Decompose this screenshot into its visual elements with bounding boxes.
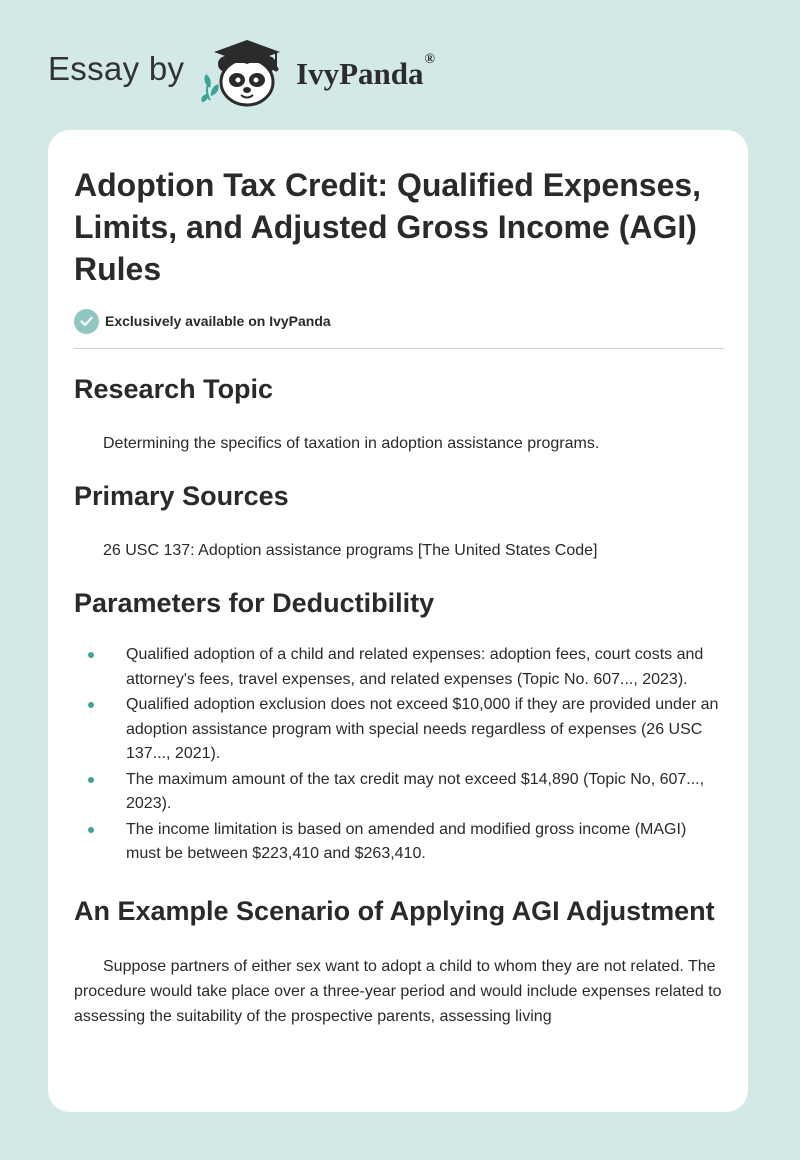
list-item-text: The maximum amount of the tax credit may not exceed $14,890 (Topic No, 607..., 2023). xyxy=(126,770,705,812)
bullet-icon xyxy=(88,777,94,783)
essay-by-label: Essay by xyxy=(48,50,185,87)
research-topic-heading: Research Topic xyxy=(74,374,274,404)
panda-logo-icon[interactable] xyxy=(200,36,292,110)
site-header xyxy=(0,0,800,120)
bullet-icon xyxy=(88,827,94,833)
exclusive-badge xyxy=(74,308,724,334)
example-text: Suppose partners of either sex want to adopt a child to whom they are not related. The procedure would take place over a three-year period and would include expenses related to assessing the suitability of the prospective parents, assessing living xyxy=(74,957,722,1025)
primary-sources-text: 26 USC 137: Adoption assistance programs [The United States Code] xyxy=(103,542,598,559)
page-title: Adoption Tax Credit: Qualified Expenses, Limits, and Adjusted Gross Income (AGI) Rules xyxy=(74,167,702,287)
list-item xyxy=(74,768,724,817)
essay-content xyxy=(74,164,724,1029)
primary-sources-heading: Primary Sources xyxy=(74,481,289,511)
bullet-icon xyxy=(88,702,94,708)
research-topic-text: Determining the specifics of taxation in adoption assistance programs. xyxy=(103,435,600,452)
list-item xyxy=(74,693,724,767)
parameters-heading: Parameters for Deductibility xyxy=(74,588,435,618)
bullet-icon xyxy=(88,652,94,658)
exclusive-label: Exclusively available on IvyPanda xyxy=(105,313,331,329)
list-item-text: Qualified adoption of a child and related expenses: adoption fees, court costs and attorney's fees, travel expenses, and related expenses (Topic No. 607..., 2023). xyxy=(126,646,704,688)
parameters-list xyxy=(74,643,724,867)
list-item xyxy=(74,643,724,692)
list-item-text: Qualified adoption exclusion does not exceed $10,000 if they are provided under an adoption assistance program with special needs regardless of expenses (26 USC 137..., 2021). xyxy=(126,696,719,762)
list-item xyxy=(74,818,724,867)
registered-mark: ® xyxy=(424,52,435,67)
check-icon xyxy=(74,309,99,334)
brand-name: IvyPanda xyxy=(296,56,424,91)
ivypanda-brand[interactable] xyxy=(296,52,435,92)
essay-card xyxy=(48,130,748,1112)
divider xyxy=(74,348,724,349)
example-heading: An Example Scenario of Applying AGI Adjustment xyxy=(74,895,715,926)
list-item-text: The income limitation is based on amended and modified gross income (MAGI) must be between $223,410 and $263,410. xyxy=(126,820,687,862)
